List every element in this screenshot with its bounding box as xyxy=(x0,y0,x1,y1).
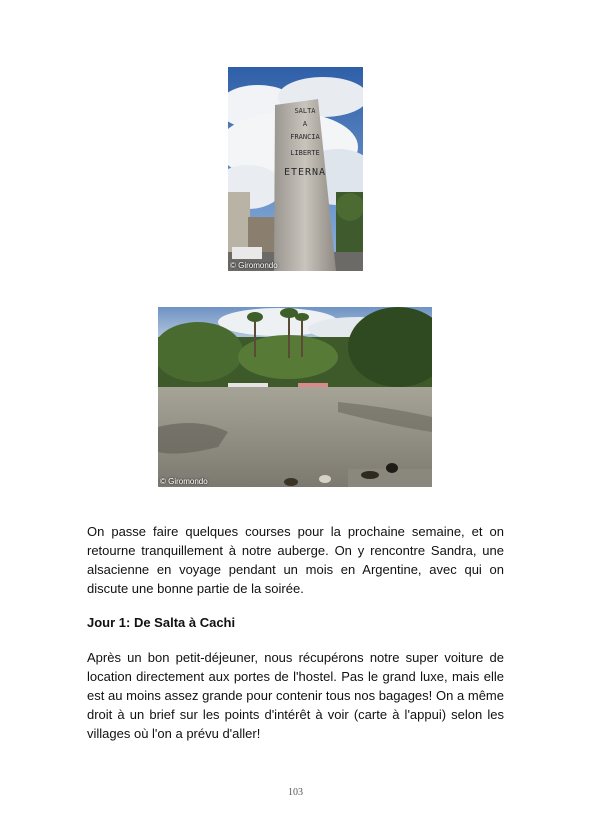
inscription-line: SALTA xyxy=(294,107,316,115)
inscription-line: LIBERTE xyxy=(290,149,320,157)
photo-credit: © Giromondo xyxy=(160,477,208,486)
body-paragraph: Après un bon petit-déjeuner, nous récupérons notre super voiture de location directement aux portes de l'hostel. Pas le grand luxe, mais elle est au moins assez grande pour contenir tous nos bagages! On a même droit à un brief sur les points d'intérêt à voir (carte à l'appui) selon les villages où l'on a prévu d'aller! xyxy=(87,650,504,741)
section-heading: Jour 1: De Salta à Cachi xyxy=(87,615,236,630)
page-number: 103 xyxy=(288,787,303,798)
monument-inscription xyxy=(276,105,334,183)
monument-photo xyxy=(228,67,363,271)
inscription-line: A xyxy=(302,120,308,128)
photo-credit: © Giromondo xyxy=(230,261,278,270)
inscription-line: FRANCIA xyxy=(290,133,320,141)
lake-park-photo xyxy=(158,307,432,487)
body-paragraph: On passe faire quelques courses pour la prochaine semaine, et on retourne tranquillement à notre auberge. On y rencontre Sandra, une alsacienne en voyage pendant un mois en Argentine, avec qui on discute une bonne partie de la soirée. xyxy=(87,524,504,596)
inscription-line: ETERNA xyxy=(283,167,327,178)
